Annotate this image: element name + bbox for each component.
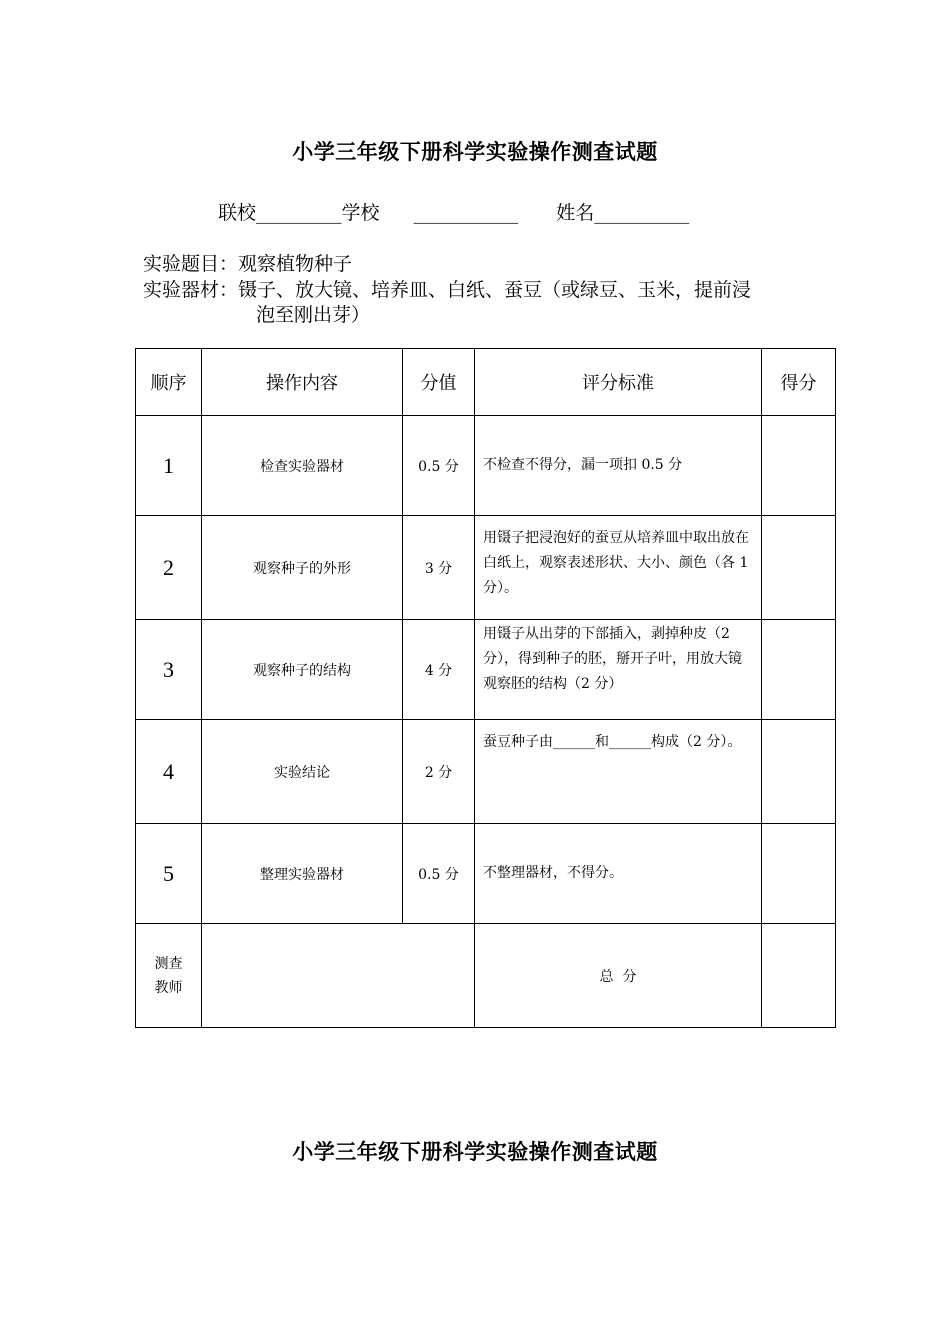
table-header-row (136, 349, 836, 416)
row-content: 观察种子的外形 (202, 516, 403, 620)
page-title-repeat: 小学三年级下册科学实验操作测查试题 (292, 1140, 658, 1164)
experiment-topic: 实验题目：观察植物种子 (143, 253, 353, 275)
table-row (136, 824, 836, 924)
scoring-table (135, 348, 836, 1028)
student-info-line (218, 198, 689, 225)
row-content: 实验结论 (202, 720, 403, 824)
row-number: 3 (136, 620, 202, 720)
row-earned-cell[interactable] (762, 516, 836, 620)
row-earned-cell[interactable] (762, 824, 836, 924)
row-content: 检查实验器材 (202, 416, 403, 516)
row-number: 4 (136, 720, 202, 824)
row-number: 1 (136, 416, 202, 516)
teacher-signature-cell[interactable] (202, 924, 475, 1028)
header-score-value: 分值 (403, 349, 475, 416)
row-earned-cell[interactable] (762, 416, 836, 516)
experiment-materials-continued: 泡至刚出芽） (256, 304, 371, 326)
school-blank-field[interactable]: ___________ (413, 202, 519, 224)
page-title: 小学三年级下册科学实验操作测查试题 (292, 140, 658, 164)
row-number: 2 (136, 516, 202, 620)
row-earned-cell[interactable] (762, 720, 836, 824)
teacher-label (136, 924, 202, 1028)
table-row (136, 416, 836, 516)
table-row (136, 516, 836, 620)
teacher-label-line1: 测查 (154, 955, 183, 972)
header-order: 顺序 (136, 349, 202, 416)
name-field[interactable]: 姓名__________ (556, 202, 690, 224)
row-criteria: 用镊子从出芽的下部插入，剥掉种皮（2 分），得到种子的胚，掰开子叶，用放大镜观察胚的结构（2 分） (475, 620, 762, 720)
row-criteria: 蚕豆种子由______和______构成（2 分）。 (475, 720, 762, 824)
teacher-label-line2: 教师 (154, 979, 183, 996)
experiment-materials: 实验器材：镊子、放大镜、培养皿、白纸、蚕豆（或绿豆、玉米，提前浸 (143, 279, 752, 301)
header-criteria: 评分标准 (475, 349, 762, 416)
row-score: 3 分 (403, 516, 475, 620)
total-score-cell[interactable] (762, 924, 836, 1028)
row-score: 0.5 分 (403, 416, 475, 516)
table-row (136, 620, 836, 720)
row-score: 2 分 (403, 720, 475, 824)
table-row (136, 720, 836, 824)
header-content: 操作内容 (202, 349, 403, 416)
row-criteria: 不检查不得分，漏一项扣 0.5 分 (475, 416, 762, 516)
row-score: 0.5 分 (403, 824, 475, 924)
row-content: 观察种子的结构 (202, 620, 403, 720)
row-number: 5 (136, 824, 202, 924)
row-earned-cell[interactable] (762, 620, 836, 720)
row-content: 整理实验器材 (202, 824, 403, 924)
teacher-total-row (136, 924, 836, 1028)
header-earned: 得分 (762, 349, 836, 416)
row-criteria: 不整理器材，不得分。 (475, 824, 762, 924)
row-score: 4 分 (403, 620, 475, 720)
union-school-field[interactable]: 联校_________学校 (218, 202, 380, 224)
row-criteria: 用镊子把浸泡好的蚕豆从培养皿中取出放在白纸上，观察表述形状、大小、颜色（各 1 分）。 (475, 516, 762, 620)
total-label: 总 分 (475, 924, 762, 1028)
